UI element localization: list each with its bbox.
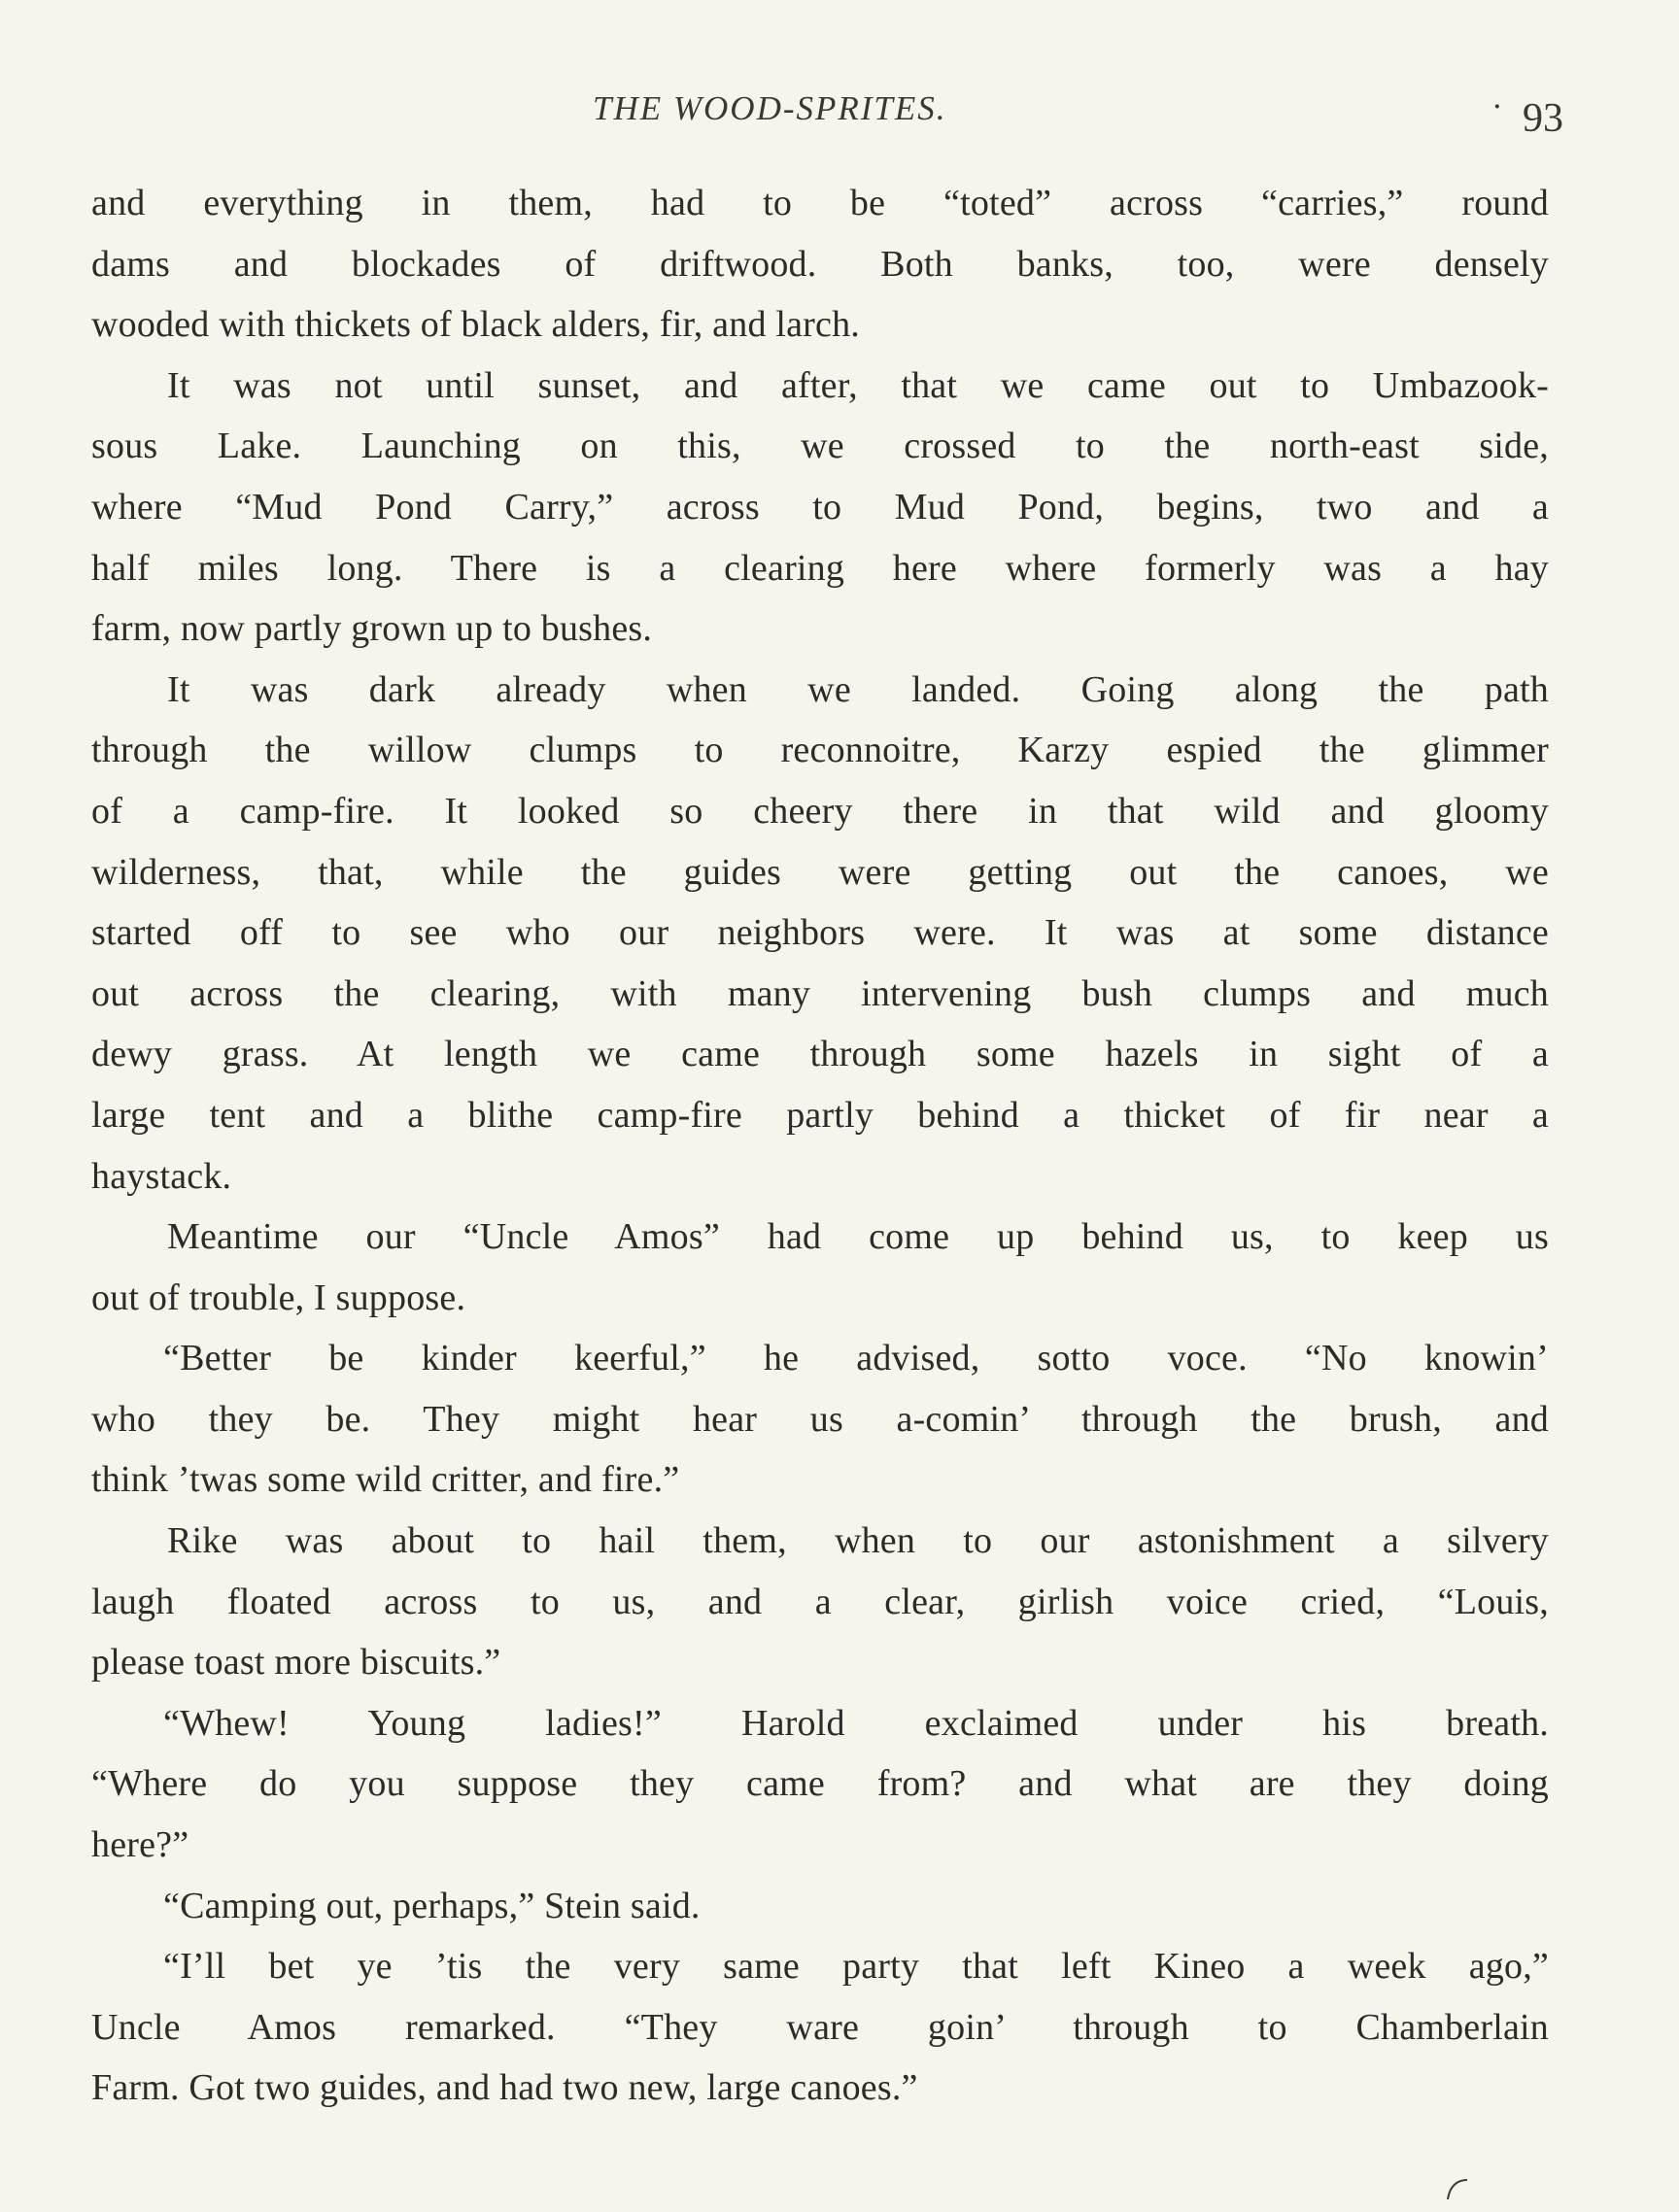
header-separator: · [1491, 87, 1503, 125]
text-line: of a camp-fire. It looked so cheery there in that wild and gloomy [91, 790, 1549, 832]
text-line: Meantime our “Uncle Amos” had come up behind us, to keep us [167, 1216, 1549, 1258]
running-head [0, 85, 1679, 144]
text-line: wilderness, that, while the guides were getting out the canoes, we [91, 851, 1549, 893]
text-line: dams and blockades of driftwood. Both banks, too, were densely [91, 243, 1549, 285]
text-line: please toast more biscuits.” [91, 1642, 501, 1684]
text-line: It was not until sunset, and after, that we came out to Umbazook- [167, 364, 1549, 406]
text-line: where “Mud Pond Carry,” across to Mud Pond, begins, two and a [91, 486, 1549, 527]
text-line: “Whew! Young ladies!” Harold exclaimed under his breath. [163, 1702, 1549, 1744]
text-line: “Better be kinder keerful,” he advised, sotto voce. “No knowin’ [163, 1338, 1549, 1379]
body-text [91, 173, 1549, 2109]
text-line: Rike was about to hail them, when to our astonishment a silvery [167, 1520, 1549, 1562]
text-line: half miles long. There is a clearing here where formerly was a hay [91, 547, 1549, 589]
text-line: and everything in them, had to be “toted” across “carries,” round [91, 183, 1549, 223]
text-line: large tent and a blithe camp-fire partly behind a thicket of fir near a [91, 1094, 1549, 1136]
text-line: sous Lake. Launching on this, we crossed to the north-east side, [91, 425, 1549, 467]
page-number: 93 [1523, 96, 1563, 141]
running-title: THE WOOD-SPRITES. [593, 89, 947, 127]
text-line: It was dark already when we landed. Going along the path [167, 668, 1549, 710]
text-line: farm, now partly grown up to bushes. [91, 608, 653, 650]
text-line: “I’ll bet ye ’tis the very same party that left Kineo a week ago,” [163, 1946, 1549, 1988]
text-line: wooded with thickets of black alders, fir, and larch. [91, 304, 860, 346]
text-line: “Where do you suppose they came from? and what are they doing [91, 1763, 1549, 1805]
text-line: out of trouble, I suppose. [91, 1276, 466, 1318]
text-line: haystack. [91, 1155, 232, 1197]
text-line: started off to see who our neighbors were. It was at some distance [91, 912, 1549, 954]
text-line: out across the clearing, with many intervening bush clumps and much [91, 972, 1549, 1014]
text-line: who they be. They might hear us a-comin’ through the brush, and [91, 1398, 1549, 1440]
text-line: think ’twas some wild critter, and fire.” [91, 1459, 680, 1501]
printer-mark-icon [1438, 2176, 1477, 2205]
text-line: laugh floated across to us, and a clear, girlish voice cried, “Louis, [91, 1581, 1549, 1622]
text-line: here?” [91, 1824, 189, 1866]
text-line: through the willow clumps to reconnoitre, Karzy espied the glimmer [91, 730, 1549, 771]
text-line: Farm. Got two guides, and had two new, large canoes.” [91, 2067, 918, 2109]
text-line: Uncle Amos remarked. “They ware goin’ through to Chamberlain [91, 2006, 1549, 2048]
text-line: “Camping out, perhaps,” Stein said. [163, 1885, 701, 1926]
text-line: dewy grass. At length we came through some hazels in sight of a [91, 1034, 1549, 1075]
